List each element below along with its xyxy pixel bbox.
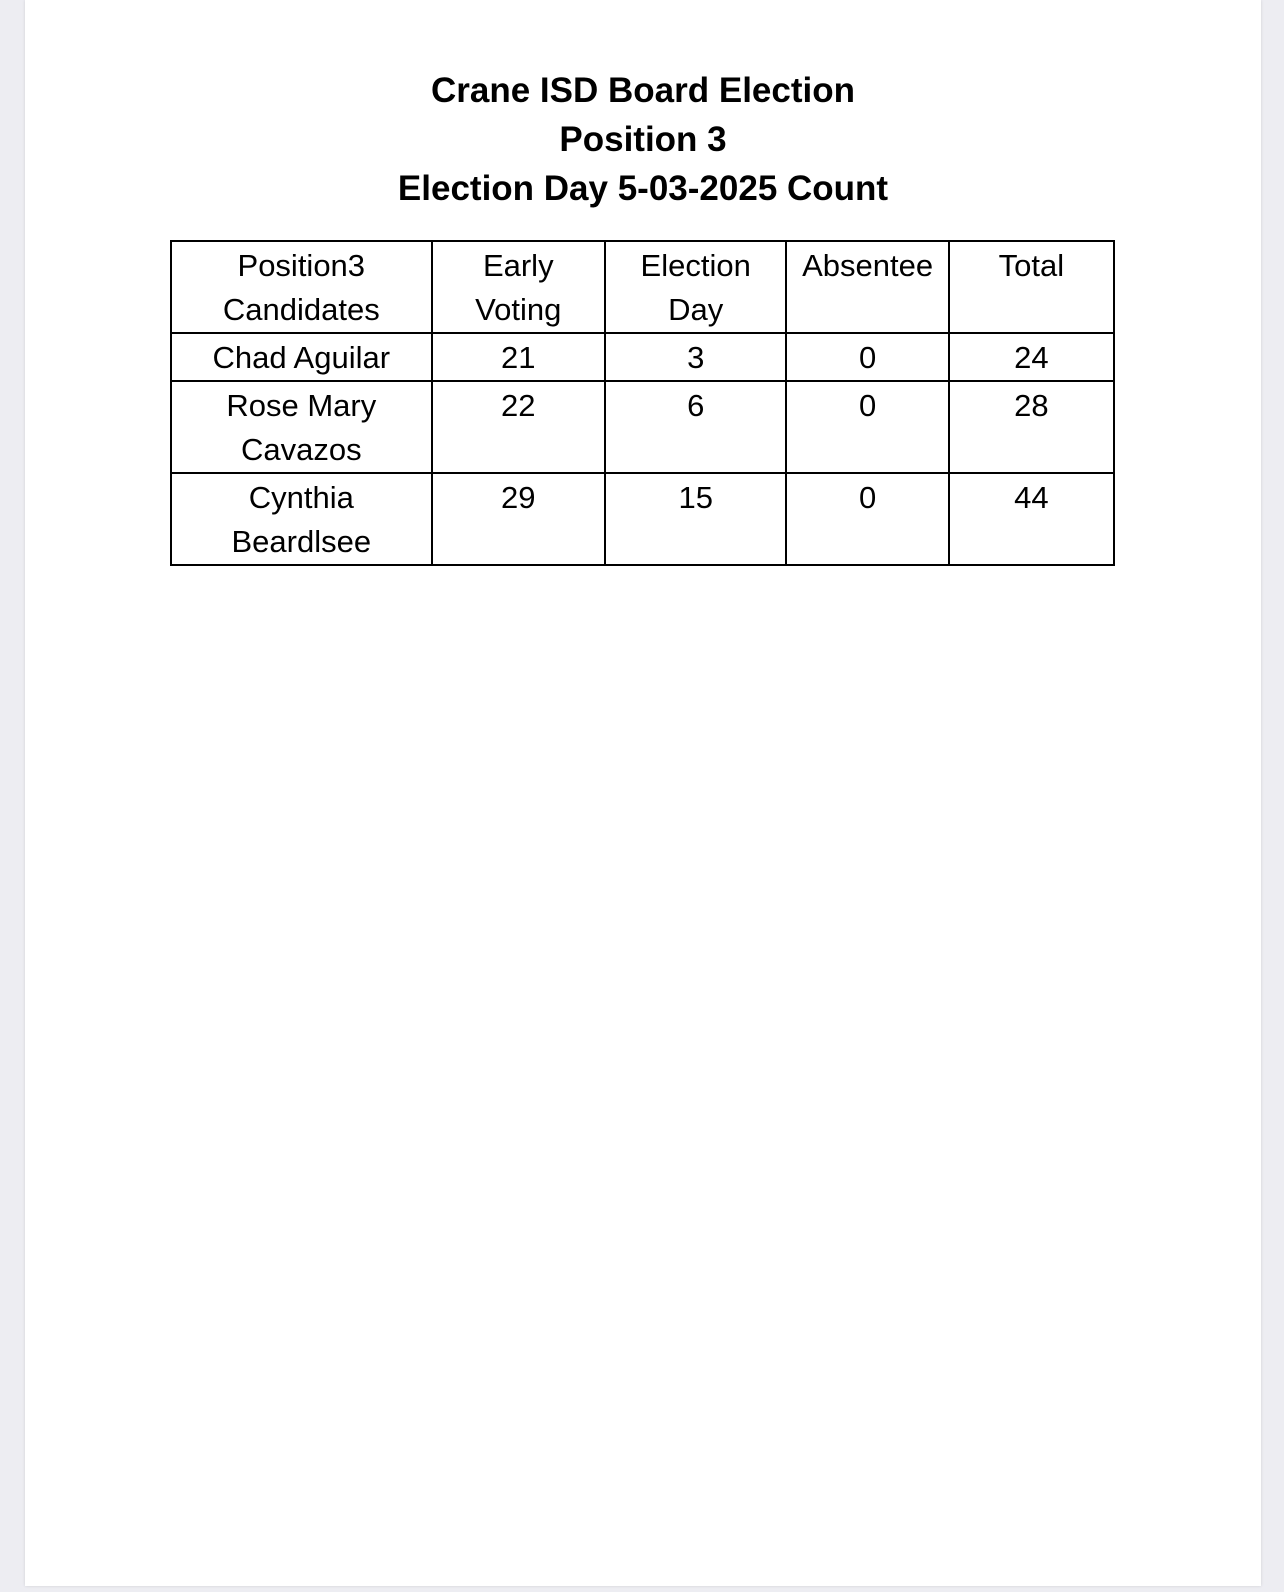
header-early-voting-line1: Early [482, 248, 554, 283]
total-cell: 44 [949, 473, 1114, 565]
table-header-row [171, 241, 1114, 333]
early-voting-cell: 22 [432, 381, 605, 473]
header-early-voting-line2: Voting [475, 292, 562, 327]
header-early-voting [432, 241, 605, 333]
header-absentee-line1: Absentee [802, 248, 934, 283]
candidate-cell [171, 473, 432, 565]
header-election-day-line1: Election [640, 248, 751, 283]
candidate-name-line1: Rose Mary [226, 388, 377, 423]
header-candidates-line1: Position3 [237, 248, 366, 283]
title-line-position: Position 3 [559, 120, 727, 159]
header-election-day [605, 241, 787, 333]
early-voting-cell: 29 [432, 473, 605, 565]
results-table [170, 240, 1115, 566]
total-cell: 28 [949, 381, 1114, 473]
header-election-day-line2: Day [668, 292, 724, 327]
early-voting-cell: 21 [432, 333, 605, 381]
document-page [25, 0, 1261, 1586]
title-line-election: Crane ISD Board Election [431, 71, 855, 110]
election-day-cell: 6 [605, 381, 787, 473]
election-day-cell: 15 [605, 473, 787, 565]
table-row [171, 381, 1114, 473]
absentee-cell: 0 [786, 381, 948, 473]
header-total [949, 241, 1114, 333]
header-absentee [786, 241, 948, 333]
candidate-name-line1: Cynthia [248, 480, 354, 515]
absentee-cell: 0 [786, 333, 948, 381]
absentee-cell: 0 [786, 473, 948, 565]
document-title [25, 66, 1261, 213]
election-day-cell: 3 [605, 333, 787, 381]
candidate-name: Chad Aguilar [212, 340, 391, 375]
table-row [171, 473, 1114, 565]
table-row [171, 333, 1114, 381]
candidate-cell [171, 333, 432, 381]
candidate-name-line2: Cavazos [240, 432, 362, 467]
header-total-line1: Total [998, 248, 1065, 283]
title-line-count: Election Day 5-03-2025 Count [397, 169, 889, 208]
candidate-cell [171, 381, 432, 473]
total-cell: 24 [949, 333, 1114, 381]
candidate-name-line2: Beardlsee [231, 524, 372, 559]
header-candidates-line2: Candidates [222, 292, 380, 327]
header-candidates [171, 241, 432, 333]
